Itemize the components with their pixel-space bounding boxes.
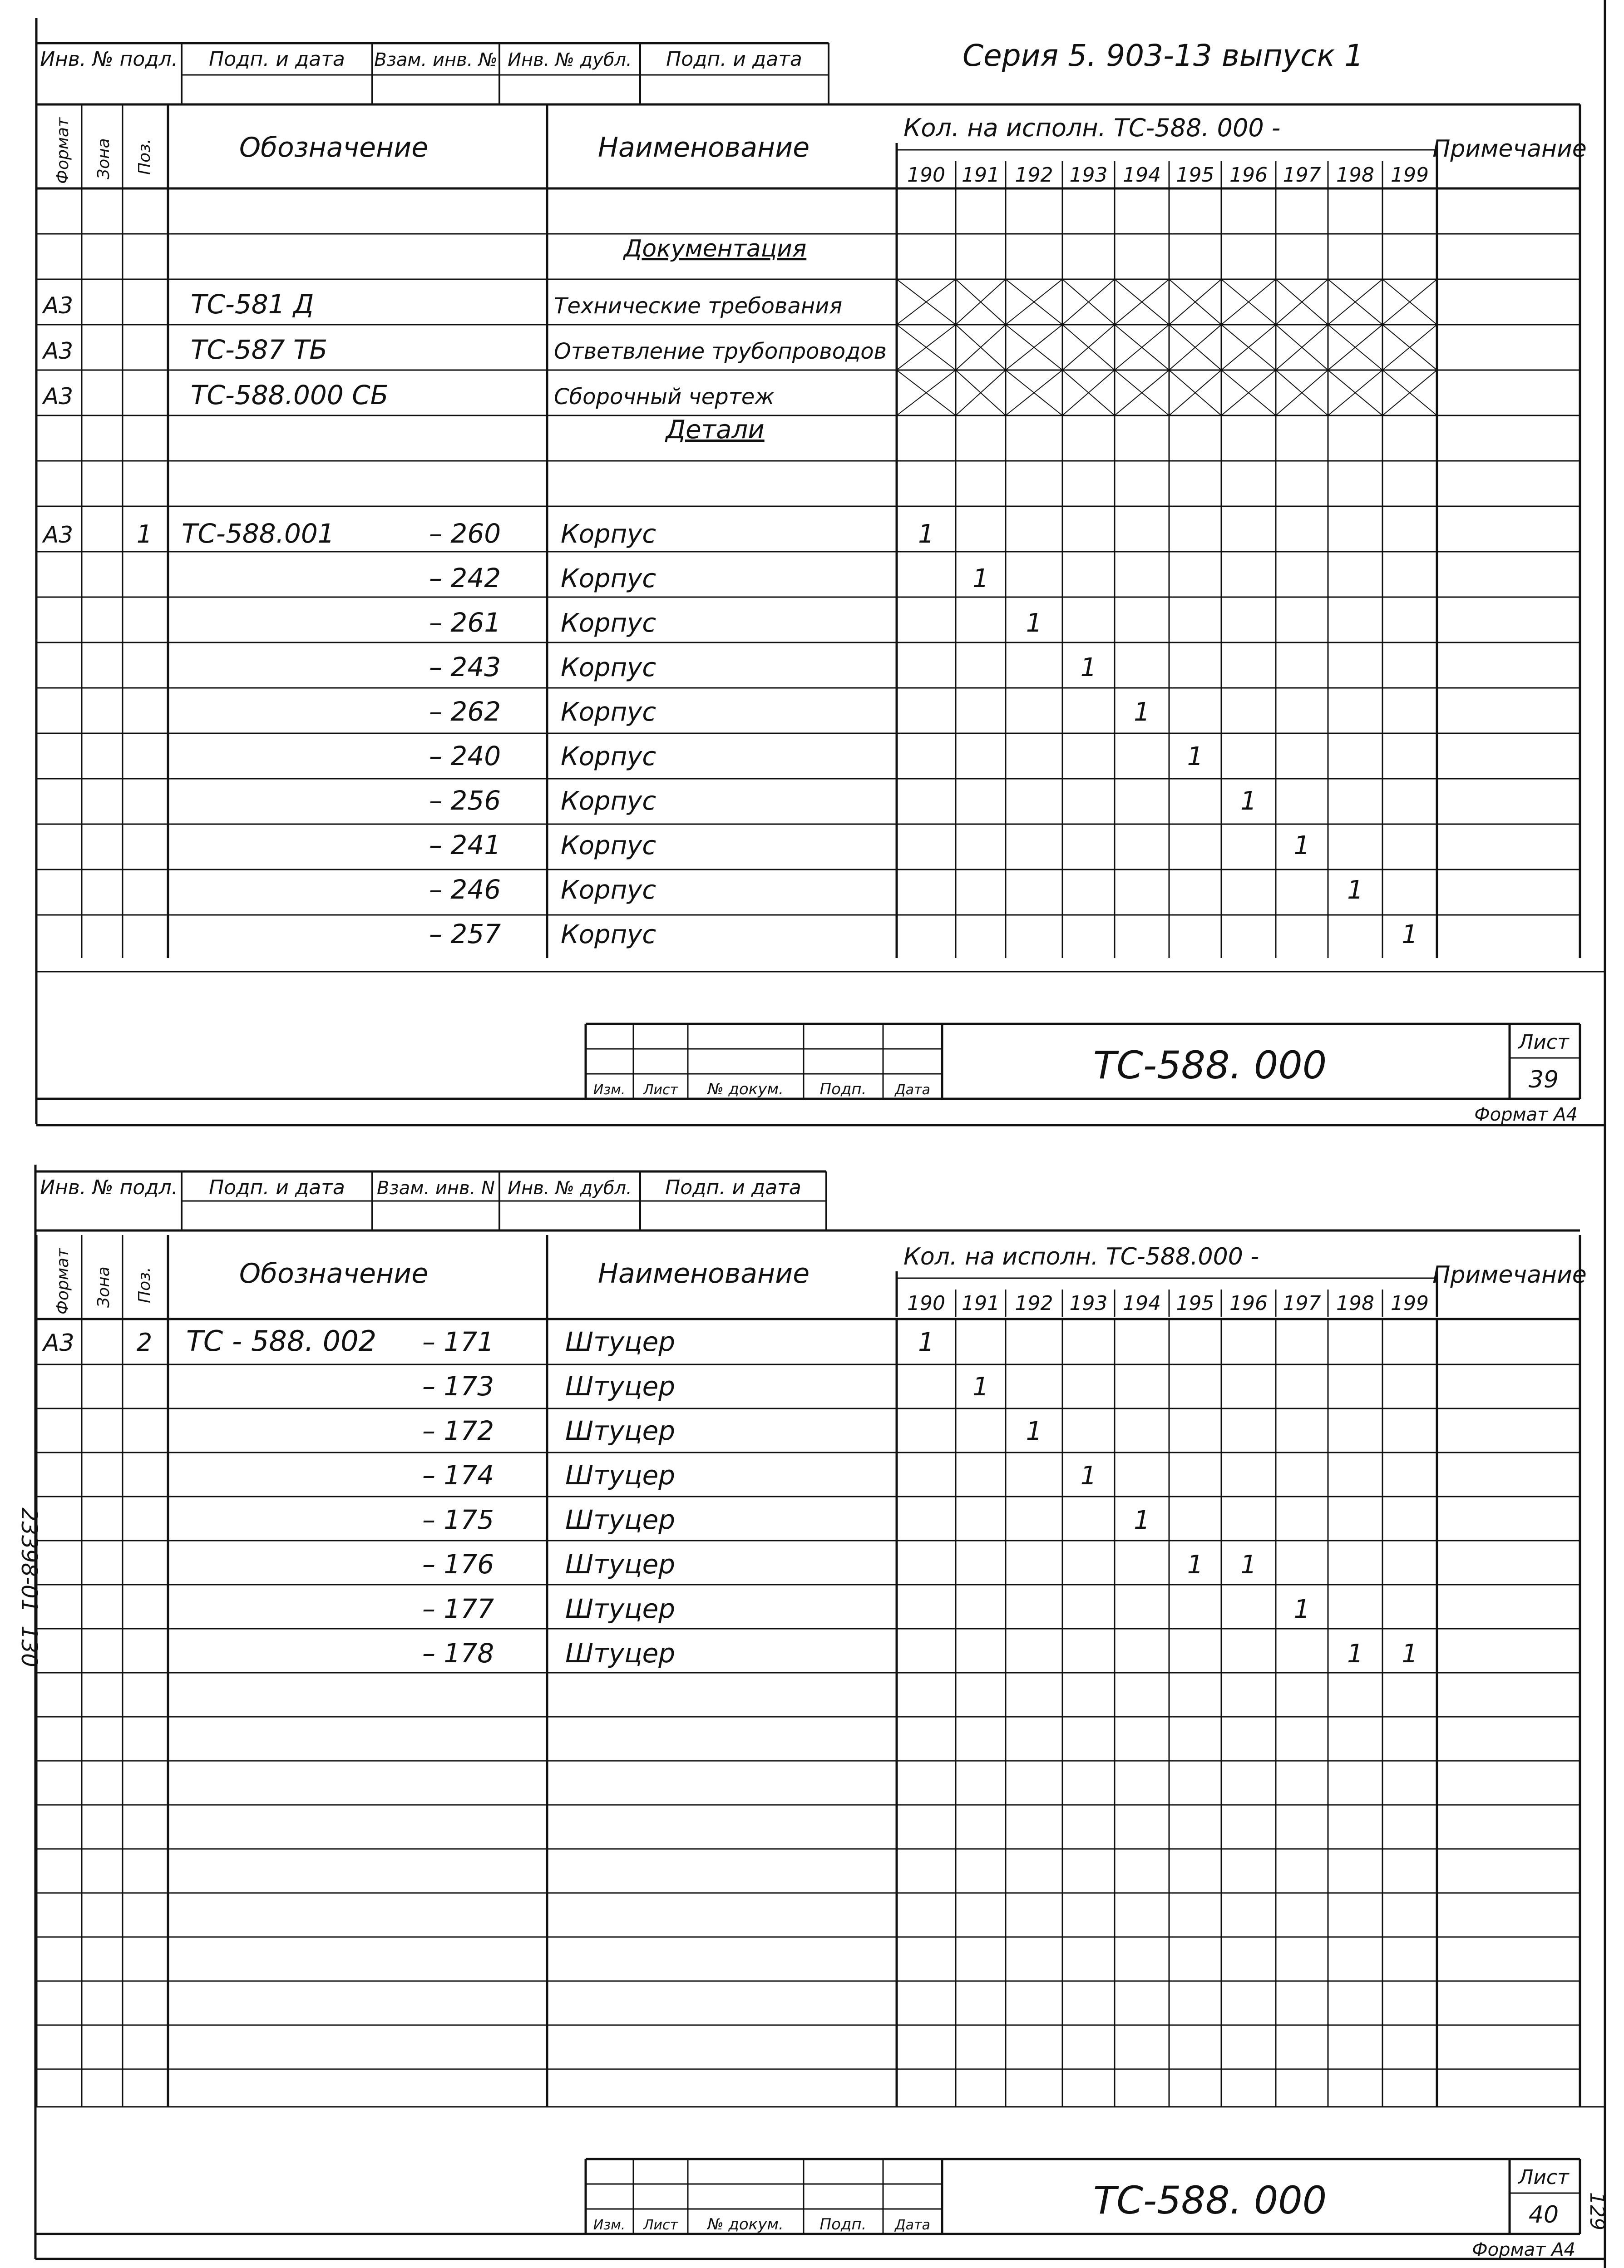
variant-192: 192 <box>1015 163 1053 187</box>
variant-190: 190 <box>907 1292 945 1315</box>
sheet-label-1: Лист <box>1518 1031 1569 1054</box>
row2-suffix: – 172 <box>422 1415 494 1446</box>
row2-suffix: – 177 <box>422 1593 494 1624</box>
title-block-2 <box>35 2107 1609 2260</box>
sheet-label-2: Лист <box>1518 2166 1569 2189</box>
row-name: Корпус <box>561 742 657 771</box>
tb2-docno: № докум. <box>707 2215 784 2233</box>
qty-value: 1 <box>1402 920 1418 949</box>
row2-pos: 2 <box>136 1328 153 1357</box>
row2-name: Штуцер <box>565 1326 676 1357</box>
row-name: Корпус <box>561 608 657 638</box>
qty-value: 1 <box>1080 653 1097 682</box>
rows-sheet-1 <box>42 289 1418 949</box>
qty2-value: 1 <box>972 1372 989 1402</box>
row2-name: Штуцер <box>565 1371 676 1402</box>
variant-195: 195 <box>1176 163 1214 187</box>
side-archive-number: 23398-01 <box>16 1507 42 1613</box>
variant-196: 196 <box>1229 1292 1268 1315</box>
stamp2-label-replace-inv: Взам. инв. N <box>377 1178 495 1199</box>
doc-format: А3 <box>43 383 74 410</box>
tb2-izm: Изм. <box>593 2217 626 2233</box>
variant-199: 199 <box>1391 163 1429 187</box>
tb-izm: Изм. <box>593 1082 626 1098</box>
row-name: Корпус <box>561 831 657 860</box>
row-name: Корпус <box>561 697 657 727</box>
tb-date: Дата <box>895 1082 930 1098</box>
row-suffix: – 242 <box>429 563 501 593</box>
qty2-value: 1 <box>1187 1550 1204 1580</box>
variant-190: 190 <box>907 163 945 187</box>
doc-format: А3 <box>43 292 74 319</box>
row-suffix: – 243 <box>429 652 501 682</box>
qty-value: 1 <box>972 564 989 593</box>
row2-name: Штуцер <box>565 1415 676 1446</box>
spec-grid-2 <box>36 1235 1580 2107</box>
corner-number: 129 <box>1585 2192 1609 2230</box>
row-designation: ТС-588.001 <box>182 518 335 549</box>
title-block-1 <box>36 972 1605 1125</box>
header-pos: Поз. <box>135 138 154 175</box>
sheet-number-2: 40 <box>1528 2201 1559 2228</box>
spec-header-1 <box>36 104 1587 188</box>
doc-name: Технические требования <box>554 293 843 319</box>
variant-194: 194 <box>1123 163 1161 187</box>
section-documentation: Документация <box>623 235 807 262</box>
row-format: А3 <box>43 522 74 548</box>
series-header: Серия 5. 903-13 выпуск 1 <box>963 38 1364 73</box>
stamp-label-sign-date-2: Подп. и дата <box>666 48 802 71</box>
variant-191: 191 <box>962 1292 1000 1315</box>
header-qty: Кол. на исполн. ТС-588. 000 - <box>903 114 1281 142</box>
spec-header-2 <box>35 1230 1587 1319</box>
doc-format: А3 <box>43 338 74 364</box>
qty2-value: 1 <box>1134 1506 1150 1535</box>
stamp-label-sign-date: Подп. и дата <box>209 48 345 71</box>
qty2-value: 1 <box>918 1328 934 1357</box>
row-name: Корпус <box>561 519 657 549</box>
row2-designation: ТС - 588. 002 <box>186 1324 377 1358</box>
header-format: Формат <box>54 117 72 184</box>
tb-sign: Подп. <box>819 1080 867 1098</box>
header2-note: Примечание <box>1432 1261 1587 1289</box>
header2-zone: Зона <box>94 1266 113 1308</box>
row2-name: Штуцер <box>565 1460 676 1491</box>
qty2-value: 1 <box>1080 1461 1097 1491</box>
variant-193: 193 <box>1069 1292 1108 1315</box>
doc-code-2: ТС-588. 000 <box>1093 2178 1327 2223</box>
row-suffix: – 256 <box>429 785 501 816</box>
qty-value: 1 <box>1187 742 1204 771</box>
row2-name: Штуцер <box>565 1504 676 1535</box>
variant-196: 196 <box>1229 163 1268 187</box>
qty2-value: 1 <box>1347 1639 1363 1669</box>
variant-198: 198 <box>1336 163 1374 187</box>
header-zone: Зона <box>94 138 113 179</box>
variant-194: 194 <box>1123 1292 1161 1315</box>
sheet-1 <box>36 38 1605 1125</box>
row-suffix: – 261 <box>429 607 501 638</box>
row-name: Корпус <box>561 564 657 593</box>
row-suffix: – 246 <box>429 874 501 905</box>
row2-suffix: – 176 <box>422 1549 494 1580</box>
doc-cross-marks <box>897 279 1437 415</box>
variant-197: 197 <box>1283 163 1321 187</box>
row2-suffix: – 171 <box>422 1326 494 1357</box>
row-suffix: – 241 <box>429 830 501 860</box>
row2-name: Штуцер <box>565 1549 676 1580</box>
row2-suffix: – 174 <box>422 1460 494 1491</box>
row-suffix: – 260 <box>429 518 501 549</box>
inventory-stamp-2 <box>35 1171 826 1230</box>
header2-designation: Обозначение <box>239 1258 429 1290</box>
tb2-list: Лист <box>643 2217 678 2233</box>
stamp2-label-sign-date-2: Подп. и дата <box>665 1176 801 1199</box>
inventory-stamp <box>36 43 829 104</box>
header2-qty: Кол. на исполн. ТС-588.000 - <box>903 1243 1259 1270</box>
row2-suffix: – 173 <box>422 1371 494 1402</box>
row2-name: Штуцер <box>565 1593 676 1624</box>
variant-198: 198 <box>1336 1292 1374 1315</box>
stamp2-label-sign-date: Подп. и дата <box>209 1176 345 1199</box>
variant-195: 195 <box>1176 1292 1214 1315</box>
doc-name: Ответвление трубопроводов <box>554 339 887 364</box>
row-suffix: – 262 <box>429 696 501 727</box>
tb-list: Лист <box>643 1082 678 1098</box>
variant-197: 197 <box>1283 1292 1321 1315</box>
qty2-value: 1 <box>1293 1595 1310 1624</box>
variant-193: 193 <box>1069 163 1108 187</box>
tb2-sign: Подп. <box>819 2215 867 2233</box>
side-page-number: 130 <box>16 1626 42 1667</box>
doc-designation: ТС-588.000 СБ <box>191 380 389 410</box>
qty2-value: 1 <box>1402 1639 1418 1669</box>
row-suffix: – 240 <box>429 741 501 771</box>
stamp-label-inv-dup: Инв. № дубл. <box>508 49 632 70</box>
qty2-value: 1 <box>1026 1417 1042 1446</box>
row-suffix: – 257 <box>429 919 501 949</box>
variant-199: 199 <box>1391 1292 1429 1315</box>
row2-name: Штуцер <box>565 1638 676 1669</box>
header-note: Примечание <box>1432 135 1587 163</box>
sheet-number-1: 39 <box>1528 1066 1559 1093</box>
doc-designation: ТС-581 Д <box>191 289 314 320</box>
row2-suffix: – 178 <box>422 1638 494 1669</box>
qty-value: 1 <box>1240 786 1257 816</box>
qty-value: 1 <box>1293 831 1310 860</box>
row-name: Корпус <box>561 920 657 949</box>
doc-code-1: ТС-588. 000 <box>1093 1043 1327 1087</box>
variant-191: 191 <box>962 163 1000 187</box>
row2-suffix: – 175 <box>422 1504 494 1535</box>
qty-value: 1 <box>918 519 934 549</box>
tb2-date: Дата <box>895 2217 930 2233</box>
doc-designation: ТС-587 ТБ <box>191 334 328 365</box>
header2-name: Наименование <box>597 1258 810 1290</box>
row-name: Корпус <box>561 875 657 905</box>
stamp2-label-inv-dup: Инв. № дубл. <box>508 1178 632 1199</box>
format-label-2: Формат А4 <box>1472 2239 1575 2260</box>
doc-name: Сборочный чертеж <box>554 384 775 410</box>
stamp2-label-inv-orig: Инв. № подл. <box>40 1176 178 1199</box>
qty2-value: 1 <box>1240 1550 1257 1580</box>
format-label-1: Формат А4 <box>1474 1104 1578 1125</box>
stamp-label-replace-inv: Взам. инв. № <box>374 49 498 70</box>
qty-value: 1 <box>1134 697 1150 727</box>
qty-value: 1 <box>1026 608 1042 638</box>
row-name: Корпус <box>561 653 657 682</box>
row2-format: А3 <box>43 1329 74 1357</box>
variant-192: 192 <box>1015 1292 1053 1315</box>
section-details: Детали <box>666 415 765 445</box>
row-name: Корпус <box>561 786 657 816</box>
tb-docno: № докум. <box>707 1080 784 1098</box>
sheet-2 <box>16 1171 1609 2260</box>
qty-value: 1 <box>1347 875 1363 905</box>
header-designation: Обозначение <box>239 132 429 163</box>
stamp-label-inv-orig: Инв. № подл. <box>40 48 178 71</box>
header2-pos: Поз. <box>135 1267 154 1303</box>
header2-format: Формат <box>54 1248 72 1314</box>
row-pos: 1 <box>136 520 153 548</box>
header-name: Наименование <box>597 132 810 163</box>
